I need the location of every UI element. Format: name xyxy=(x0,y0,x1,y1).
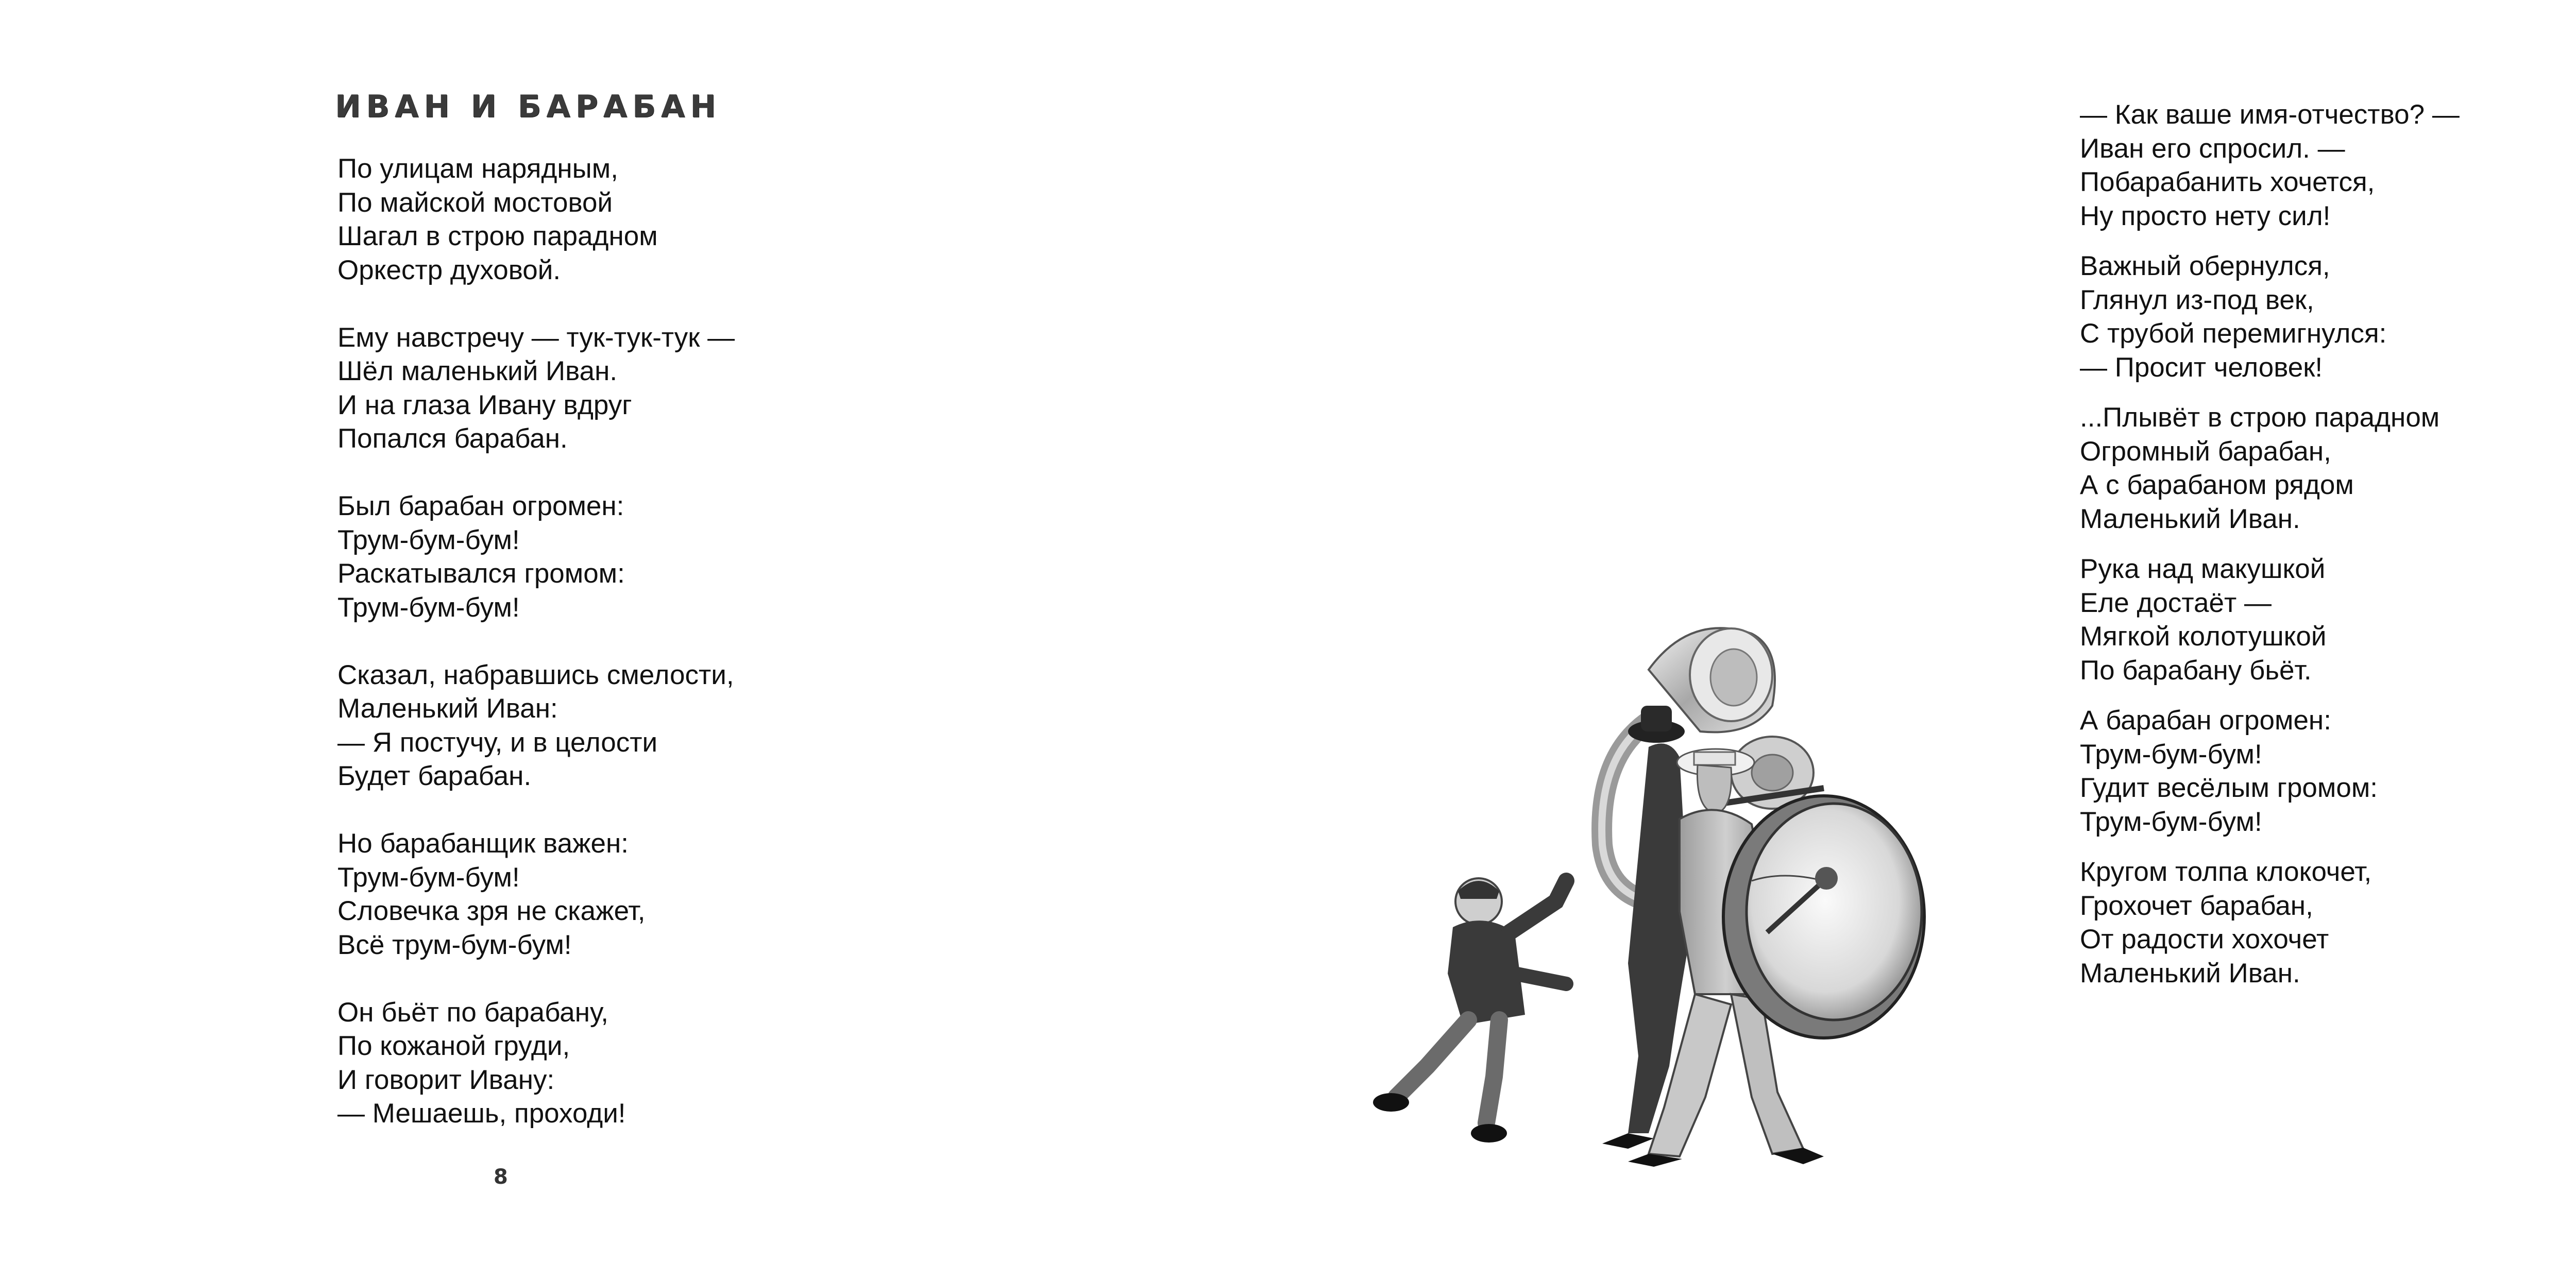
brass-band-illustration xyxy=(1360,603,1937,1221)
verse-line: Трум-бум-бум! xyxy=(337,862,520,893)
stanza xyxy=(337,996,956,1131)
verse-line: — Просит человек! xyxy=(2080,352,2323,383)
verse-line: Попался барабан. xyxy=(337,423,568,454)
verse-line: Рука над макушкой xyxy=(2080,554,2326,584)
page-number: 8 xyxy=(494,1165,508,1189)
verse-line: Шёл маленький Иван. xyxy=(337,356,618,386)
verse-line: Раскатывался громом: xyxy=(337,558,625,589)
stanza xyxy=(337,152,956,287)
verse-line: Маленький Иван: xyxy=(337,693,558,724)
verse-line: Кругом толпа клокочет, xyxy=(2080,857,2372,887)
verse-line: — Я постучу, и в целости xyxy=(337,727,658,758)
verse-line: От радости хохочет xyxy=(2080,924,2329,955)
verse-line: Был барабан огромен: xyxy=(337,491,624,521)
verse-line: — Как ваше имя-отчество? — xyxy=(2080,99,2460,130)
verse-line: А с барабаном рядом xyxy=(2080,470,2354,500)
stanza xyxy=(337,321,956,456)
verse-line: Оркестр духовой. xyxy=(337,254,561,285)
verse-line: Всё трум-бум-бум! xyxy=(337,929,572,960)
verse-line: Он бьёт по барабану, xyxy=(337,997,608,1028)
left-column xyxy=(337,152,956,1164)
verse-line: По кожаной груди, xyxy=(337,1031,570,1061)
verse-line: Мягкой колотушкой xyxy=(2080,621,2327,652)
verse-line: По майской мостовой xyxy=(337,187,613,218)
poem-title: ИВАН И БАРАБАН xyxy=(335,89,721,125)
little-boy xyxy=(1373,878,1566,1143)
left-page xyxy=(0,0,986,1278)
verse-line: Гудит весёлым громом: xyxy=(2080,773,2378,803)
verse-line: Трум-бум-бум! xyxy=(337,592,520,623)
verse-line: Но барабанщик важен: xyxy=(337,828,629,859)
verse-line: По улицам нарядным, xyxy=(337,154,618,184)
verse-line: Словечка зря не скажет, xyxy=(337,896,646,926)
verse-line: Важный обернулся, xyxy=(2080,251,2330,281)
verse-line: Ему навстречу — тук-тук-тук — xyxy=(337,322,735,353)
verse-line: Иван его спросил. — xyxy=(2080,133,2345,164)
verse-line: Шагал в строю парадном xyxy=(337,221,658,251)
stanza xyxy=(337,827,956,962)
verse-line: Ну просто нету сил! xyxy=(2080,200,2331,231)
verse-line: Еле достаёт — xyxy=(2080,587,2272,618)
verse-line: ...Плывёт в строю парадном xyxy=(2080,402,2440,433)
verse-line: Маленький Иван. xyxy=(2080,958,2300,989)
verse-line: И на глаза Ивану вдруг xyxy=(337,389,632,420)
stanza xyxy=(337,489,956,624)
verse-line: Трум-бум-бум! xyxy=(337,524,520,555)
verse-line: Маленький Иван. xyxy=(2080,503,2300,534)
verse-line: По барабану бьёт. xyxy=(2080,655,2312,686)
verse-line: Огромный барабан, xyxy=(2080,436,2331,467)
stanza xyxy=(2080,855,2576,990)
stanza xyxy=(337,658,956,793)
verse-line: И говорит Ивану: xyxy=(337,1064,555,1095)
verse-line: Трум-бум-бум! xyxy=(2080,806,2262,837)
verse-line: — Мешаешь, проходи! xyxy=(337,1098,626,1129)
verse-line: С трубой перемигнулся: xyxy=(2080,318,2387,349)
verse-line: Сказал, набравшись смелости, xyxy=(337,659,734,690)
stanza xyxy=(2080,552,2576,687)
bass-drum xyxy=(1723,796,1924,1038)
verse-line: Побарабанить хочется, xyxy=(2080,167,2375,197)
stanza xyxy=(2080,98,2576,233)
stanza xyxy=(2080,704,2576,839)
verse-line: Грохочет барабан, xyxy=(2080,890,2313,921)
verse-line: Глянул из-под век, xyxy=(2080,284,2314,315)
verse-line: Будет барабан. xyxy=(337,761,532,791)
stanza xyxy=(2080,401,2576,536)
verse-line: Трум-бум-бум! xyxy=(2080,739,2262,770)
right-column xyxy=(2080,98,2576,1007)
stanza xyxy=(2080,249,2576,384)
verse-line: А барабан огромен: xyxy=(2080,705,2331,736)
